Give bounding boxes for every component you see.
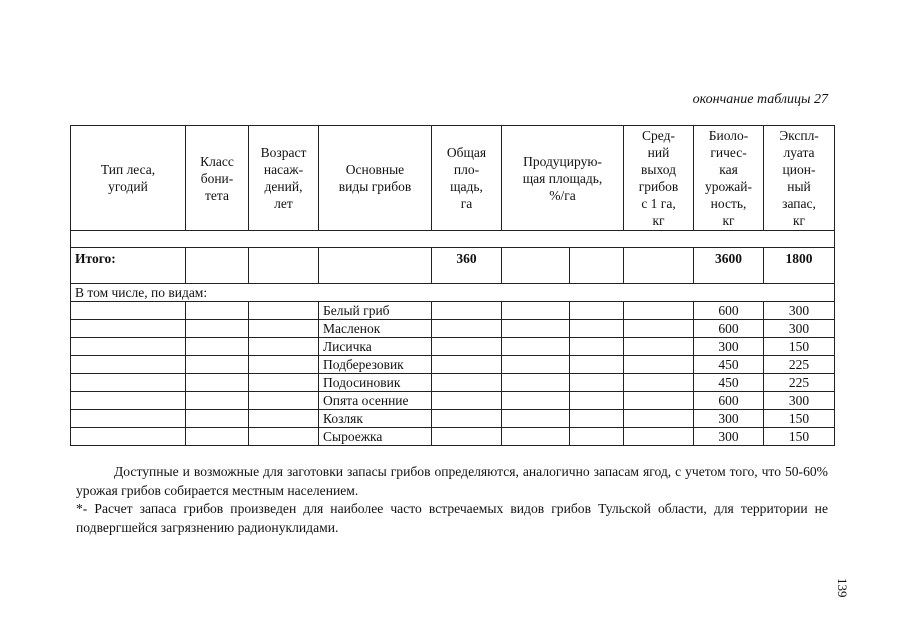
- total-label: Итого:: [71, 248, 186, 284]
- species-exploitable-stock: 150: [764, 428, 835, 446]
- header-age: Возраст насаж- дений, лет: [249, 126, 319, 231]
- header-class: Класс бони- тета: [186, 126, 249, 231]
- species-bio-yield: 450: [694, 374, 764, 392]
- table-row: [71, 410, 835, 428]
- species-exploitable-stock: 225: [764, 356, 835, 374]
- species-name: Козляк: [319, 410, 432, 428]
- header-exploitable-stock: Экспл- луата цион- ный запас, кг: [764, 126, 835, 231]
- section-label: В том числе, по видам:: [71, 284, 835, 302]
- blank-row: [71, 231, 835, 248]
- species-name: Лисичка: [319, 338, 432, 356]
- species-name: Подберезовик: [319, 356, 432, 374]
- species-name: Подосиновик: [319, 374, 432, 392]
- header-area: Общая пло- щадь, га: [432, 126, 502, 231]
- species-name: Сыроежка: [319, 428, 432, 446]
- table-row: [71, 356, 835, 374]
- species-bio-yield: 600: [694, 320, 764, 338]
- section-row: [71, 284, 835, 302]
- species-rows: [71, 302, 835, 446]
- table-row: [71, 320, 835, 338]
- page-number: 139: [835, 578, 850, 598]
- species-exploitable-stock: 300: [764, 302, 835, 320]
- species-exploitable-stock: 150: [764, 338, 835, 356]
- header-row: [71, 126, 835, 231]
- total-exploitable-stock: 1800: [764, 248, 835, 284]
- table-row: [71, 374, 835, 392]
- total-bio-yield: 3600: [694, 248, 764, 284]
- species-name: Белый гриб: [319, 302, 432, 320]
- mushroom-table: [70, 125, 835, 446]
- header-productive-area: Продуцирую- щая площадь, %/га: [502, 126, 624, 231]
- header-species: Основные виды грибов: [319, 126, 432, 231]
- table-row: [71, 428, 835, 446]
- table-row: [71, 392, 835, 410]
- total-row: [71, 248, 835, 284]
- species-exploitable-stock: 150: [764, 410, 835, 428]
- species-bio-yield: 300: [694, 410, 764, 428]
- table-caption: окончание таблицы 27: [692, 92, 828, 107]
- table-row: [71, 338, 835, 356]
- species-exploitable-stock: 300: [764, 392, 835, 410]
- table-row: [71, 302, 835, 320]
- species-bio-yield: 600: [694, 302, 764, 320]
- header-avg-yield: Сред- ний выход грибов с 1 га, кг: [624, 126, 694, 231]
- footnote-paragraph: *- Расчет запаса грибов произведен для наиболее часто встречаемых видов грибов Тульской области, для территории не подвергшейся загрязнению радионуклидами.: [76, 501, 828, 535]
- header-type: Тип леса, угодий: [71, 126, 186, 231]
- species-bio-yield: 300: [694, 428, 764, 446]
- species-exploitable-stock: 300: [764, 320, 835, 338]
- species-bio-yield: 600: [694, 392, 764, 410]
- species-name: Масленок: [319, 320, 432, 338]
- species-exploitable-stock: 225: [764, 374, 835, 392]
- total-area: 360: [432, 248, 502, 284]
- species-name: Опята осенние: [319, 392, 432, 410]
- header-bio-yield: Биоло- гичес- кая урожай- ность, кг: [694, 126, 764, 231]
- note-paragraph: Доступные и возможные для заготовки запасы грибов определяются, аналогично запасам ягод, с учетом того, что 50-60% урожая грибов собирается местным населением.: [76, 464, 828, 498]
- species-bio-yield: 450: [694, 356, 764, 374]
- species-bio-yield: 300: [694, 338, 764, 356]
